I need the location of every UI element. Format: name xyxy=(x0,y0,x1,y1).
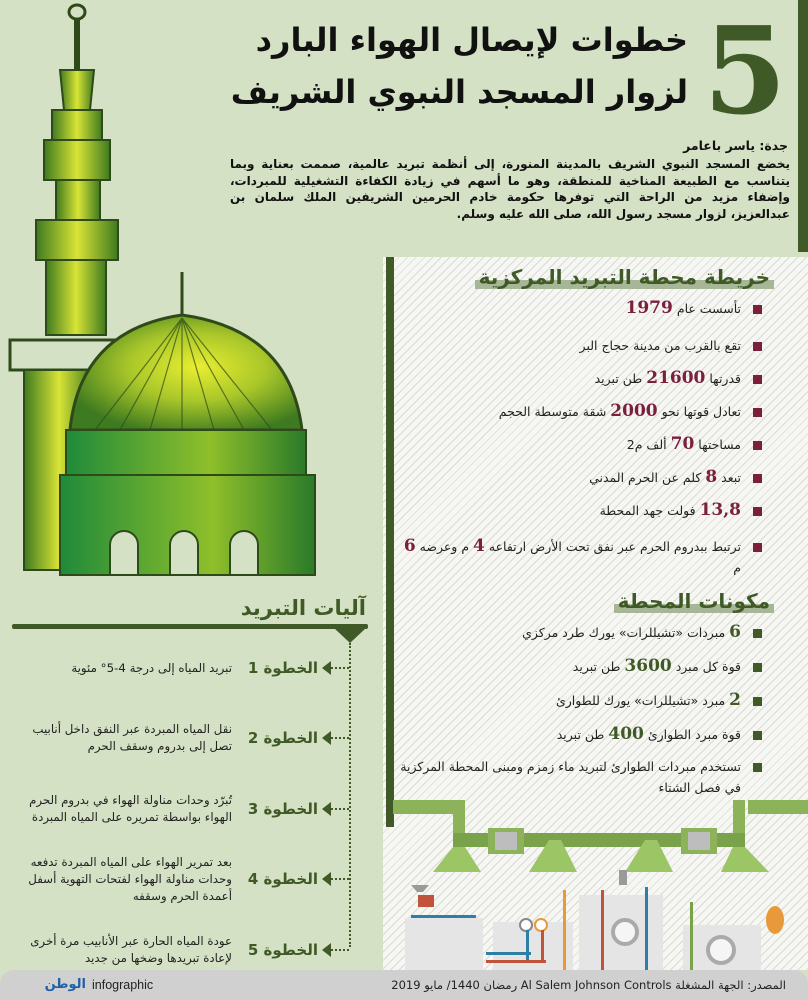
fact-text xyxy=(400,656,741,677)
fact-item xyxy=(400,434,762,455)
arrow-left-icon xyxy=(322,661,331,675)
byline: جدة: ياسر باعامر xyxy=(683,138,788,153)
bullet-icon xyxy=(753,629,762,638)
intro-paragraph: يخضع المسجد النبوي الشريف بالمدينة المنورة، إلى أنظمة تبريد عالمية، صممت بعناية وبما يتناسب مع الطبيعة المناخية للمنطقة، وهو ما أسهم في زيادة الكفاءة التشغيلية للمبردات، وإضفاء مزيد من الراحة التي توفرها حكومة خادم الحرمين الشريفين الملك سلمان بن عبدالعزيز، لزوار مسجد رسول الله، صلى الله عليه وسلم. xyxy=(230,157,790,221)
fact-number: 400 xyxy=(608,724,644,744)
bullet-icon xyxy=(753,408,762,417)
brand-logo: الوطن xyxy=(44,977,86,992)
fact-number: 1979 xyxy=(625,298,673,318)
step-connector xyxy=(331,949,349,951)
step-description: بعد تمرير الهواء على المياه المبردة تدفعه وحدات مناولة الهواء لفتحات التهوية أسفل أعمدة الحرم وسقفه xyxy=(28,854,232,903)
bullet-icon xyxy=(753,697,762,706)
fact-text xyxy=(400,335,741,356)
bullet-icon xyxy=(753,305,762,314)
fact-item xyxy=(400,724,762,745)
fact-text-after: م xyxy=(733,560,741,575)
step-label: الخطوة 3 xyxy=(247,800,318,818)
step-label: الخطوة 2 xyxy=(247,729,318,747)
fact-number: 8 xyxy=(705,467,718,487)
bullet-icon xyxy=(753,507,762,516)
footer xyxy=(0,970,808,1000)
station-map-title-text: خريطة محطة التبريد المركزية xyxy=(478,265,770,289)
fact-number: 2 xyxy=(729,690,741,710)
fact-number: 13,8 xyxy=(699,500,741,520)
fact-text xyxy=(400,756,741,798)
step-description: تبريد المياه إلى درجة 4-5° مئوية xyxy=(71,660,232,675)
fact-text-after: طن تبريد xyxy=(556,727,605,742)
fact-text-before: قوة كل مبرد xyxy=(675,659,741,674)
fact-text-before: مساحتها xyxy=(698,437,741,452)
fact-item xyxy=(400,335,762,356)
fact-number: 6 xyxy=(729,622,741,642)
fact-text-after: مبرد «تشيللرات» يورك للطوارئ xyxy=(555,693,726,708)
fact-text xyxy=(400,434,741,455)
panel-accent-bar xyxy=(386,257,394,827)
fact-text-after: مبردات «تشيللرات» يورك طرد مركزي xyxy=(522,625,726,640)
fact-number: 6 xyxy=(403,536,416,556)
fact-number: 4 xyxy=(473,536,485,556)
step-item xyxy=(0,845,352,913)
machines xyxy=(405,870,784,970)
fact-item xyxy=(400,500,762,521)
step-label: الخطوة 1 xyxy=(247,659,318,677)
components-title-text: مكونات المحطة xyxy=(617,589,770,613)
fact-text xyxy=(400,690,741,711)
step-description-box xyxy=(18,775,232,843)
bullet-icon xyxy=(753,731,762,740)
fact-item xyxy=(400,690,762,711)
fact-text xyxy=(400,467,741,488)
fact-text-after: شقة متوسطة الحجم xyxy=(498,404,607,419)
step-connector xyxy=(331,808,349,810)
fact-item xyxy=(400,656,762,677)
fact-number: 3600 xyxy=(624,656,672,676)
station-map-title xyxy=(400,262,770,292)
fact-text-before: ترتبط ببدروم الحرم عبر نفق تحت الأرض ارتفاعه xyxy=(488,539,741,554)
fact-text-before: تأسست عام xyxy=(676,301,741,316)
arrow-left-icon xyxy=(322,731,331,745)
fact-text-after: م وعرضه xyxy=(419,539,470,554)
fact-text xyxy=(400,368,741,389)
fact-text-before: قوة مبرد الطوارئ xyxy=(647,727,741,742)
fact-text-after: طن تبريد xyxy=(572,659,621,674)
fact-item xyxy=(400,536,762,578)
step-connector xyxy=(331,737,349,739)
arrow-left-icon xyxy=(322,872,331,886)
fact-text-after: فولت جهد المحطة xyxy=(599,503,696,518)
step-label: الخطوة 4 xyxy=(247,870,318,888)
header-accent-bar xyxy=(798,0,808,252)
step-item xyxy=(0,704,352,772)
step-description: عودة المياه الحارة عبر الأنابيب مرة أخرى لإعادة تبريدها وضخها من جديد xyxy=(30,934,232,965)
fact-text-after: طن تبريد xyxy=(594,371,643,386)
fact-text-before: تقع بالقرب من مدينة حجاج البر xyxy=(579,338,741,353)
footer-tagline: infographic xyxy=(92,978,154,992)
step-connector xyxy=(331,878,349,880)
title-line-2: لزوار المسجد النبوي الشريف xyxy=(230,73,688,111)
fact-number: 2000 xyxy=(610,401,658,421)
source-credit: المصدر: الجهة المشغلة Al Salem Johnson Controls رمضان 1440/ مايو 2019 xyxy=(391,978,786,992)
bullet-icon xyxy=(753,375,762,384)
fact-text xyxy=(400,298,741,319)
fact-text xyxy=(400,401,741,422)
fact-number: 21600 xyxy=(646,368,706,388)
fact-text xyxy=(400,536,741,578)
title-line-1: خطوات لإيصال الهواء البارد xyxy=(255,21,688,59)
fact-item xyxy=(400,622,762,643)
fact-text-after: كلم عن الحرم المدني xyxy=(589,470,702,485)
fact-item xyxy=(400,368,762,389)
fact-item xyxy=(400,467,762,488)
step-label: الخطوة 5 xyxy=(247,941,318,959)
bullet-icon xyxy=(753,474,762,483)
arrow-left-icon xyxy=(322,943,331,957)
step-item xyxy=(0,775,352,843)
step-item xyxy=(0,634,352,702)
fact-text xyxy=(400,500,741,521)
bullet-icon xyxy=(753,543,762,552)
bullet-icon xyxy=(753,663,762,672)
step-description-box xyxy=(18,704,232,772)
title-number: 5 xyxy=(703,16,787,128)
fact-text xyxy=(400,724,741,745)
fact-text xyxy=(400,622,741,643)
step-connector xyxy=(331,667,349,669)
fact-text-before: تبعد xyxy=(721,470,741,485)
step-description-box xyxy=(18,845,232,913)
step-description-box xyxy=(18,634,232,702)
components-title xyxy=(400,586,770,616)
fact-text-before: قدرتها xyxy=(709,371,741,386)
step-description: نقل المياه المبردة عبر النفق داخل أنابيب تصل إلى بدروم وسقف الحرم xyxy=(32,722,232,753)
fact-item xyxy=(400,756,762,798)
bullet-icon xyxy=(753,342,762,351)
step-description: تُبرّد وحدات مناولة الهواء في بدروم الحرم الهواء بواسطة تمريره على المياه المبردة xyxy=(29,793,232,824)
cooling-plant-illustration xyxy=(383,800,808,970)
fact-number: 70 xyxy=(670,434,695,454)
bullet-icon xyxy=(753,763,762,772)
fact-text-before: تستخدم مبردات الطوارئ لتبريد ماء زمزم ومبنى المحطة المركزية في فصل الشتاء xyxy=(400,759,741,795)
fact-item xyxy=(400,401,762,422)
arrow-left-icon xyxy=(322,802,331,816)
page-title xyxy=(230,14,688,118)
steps-divider xyxy=(12,624,368,629)
fact-text-before: تعادل قوتها نحو xyxy=(661,404,741,419)
fact-text-after: ألف م2 xyxy=(626,437,667,452)
cooling-mechanisms-title: آليات التبريد xyxy=(240,596,366,620)
bullet-icon xyxy=(753,441,762,450)
fact-item xyxy=(400,298,762,319)
